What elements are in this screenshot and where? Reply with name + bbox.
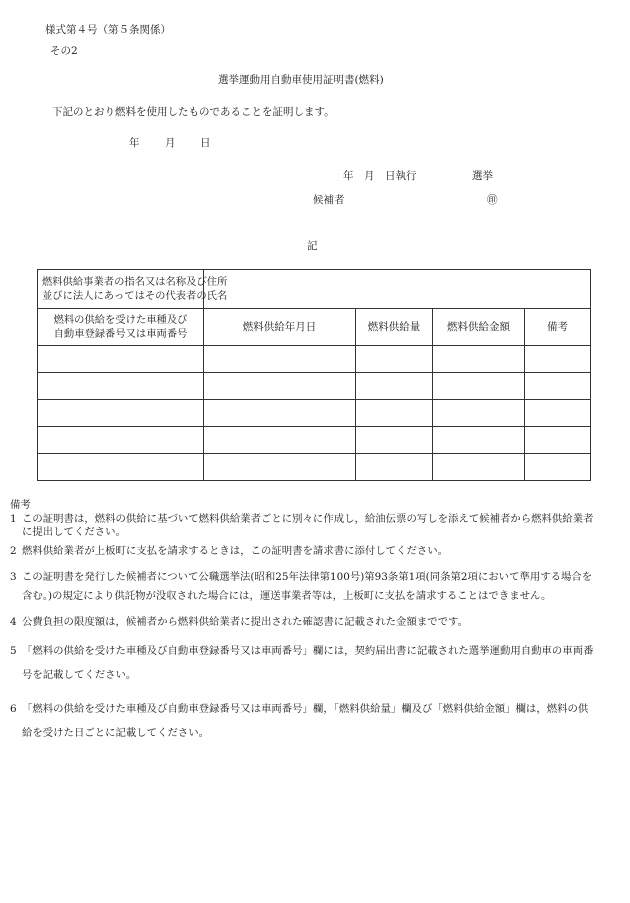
day-label: 日 [200, 137, 211, 149]
remarks-cell[interactable] [525, 427, 591, 454]
date-cell[interactable] [204, 454, 356, 481]
vehicle-cell[interactable] [38, 373, 204, 400]
vehicle-header-cell [38, 309, 204, 346]
vehicle-header-line-2: 自動車登録番号又は車両番号 [53, 328, 188, 340]
notes-section [10, 499, 595, 745]
amount-cell[interactable] [356, 427, 433, 454]
fuel-certificate-table [37, 269, 591, 481]
supplier-label-line-2: 並びに法人にあってはその代表者の氏名 [42, 290, 228, 302]
document-title: 選挙運動用自動車使用証明書(燃料) [218, 74, 384, 86]
remarks-cell[interactable] [525, 454, 591, 481]
vehicle-header-line-1: 燃料の供給を受けた車種及び [53, 314, 188, 326]
form-number: 様式第４号（第５条関係） [45, 24, 171, 36]
remarks-cell[interactable] [525, 346, 591, 373]
supply-date-header: 燃料供給年月日 [204, 309, 356, 346]
note-number: 2 [10, 545, 17, 557]
table-row [38, 427, 591, 454]
ki-label: 記 [307, 240, 318, 252]
note-number: 6 [10, 703, 17, 715]
note-text: 「燃料の供給を受けた車種及び自動車登録番号又は車両番号」欄，「燃料供給量」欄及び「燃料供給金額」欄は，燃料の供給を受けた日ごとに記載してください。 [22, 703, 589, 739]
note-item [10, 616, 595, 629]
remarks-cell[interactable] [525, 400, 591, 427]
date-cell[interactable] [204, 400, 356, 427]
form-subtitle: その2 [50, 45, 78, 57]
amount-cell[interactable] [356, 400, 433, 427]
amount-cell[interactable] [356, 373, 433, 400]
price-cell[interactable] [433, 454, 525, 481]
price-cell[interactable] [433, 427, 525, 454]
date-cell[interactable] [204, 373, 356, 400]
note-text: この証明書は，燃料の供給に基づいて燃料供給業者ごとに別々に作成し，給油伝票の写しを添えて候補者から燃料供給業者に提出してください。 [22, 513, 594, 538]
year-label: 年 [129, 137, 140, 149]
supplier-row [38, 270, 591, 309]
price-cell[interactable] [433, 373, 525, 400]
note-item [10, 545, 595, 558]
month-label: 月 [165, 137, 176, 149]
amount-cell[interactable] [356, 454, 433, 481]
amount-cell[interactable] [356, 346, 433, 373]
supply-amount-header: 燃料供給量 [356, 309, 433, 346]
note-text: 燃料供給業者が上板町に支払を請求するときは，この証明書を請求書に添付してください。 [22, 545, 449, 557]
price-cell[interactable] [433, 346, 525, 373]
vehicle-cell[interactable] [38, 346, 204, 373]
table-row [38, 373, 591, 400]
note-item [10, 697, 595, 745]
election-date-label: 年 月 日執行 [343, 170, 417, 182]
price-cell[interactable] [433, 400, 525, 427]
vehicle-cell[interactable] [38, 427, 204, 454]
supplier-label-line-1: 燃料供給事業者の指名又は名称及び住所 [42, 276, 228, 288]
election-label: 選挙 [472, 170, 493, 182]
date-cell[interactable] [204, 346, 356, 373]
vehicle-cell[interactable] [38, 400, 204, 427]
remarks-header: 備考 [525, 309, 591, 346]
certification-statement: 下記のとおり燃料を使用したものであることを証明します。 [52, 106, 335, 118]
remarks-cell[interactable] [525, 373, 591, 400]
candidate-label: 候補者 [313, 194, 345, 206]
note-number: 4 [10, 616, 17, 628]
note-text: この証明書を発行した候補者について公職選挙法(昭和25年法律第100号)第93条第1項(同条第2項において準用する場合を含む。)の規定により供託物が没収された場合には，運送事業者等は，上板町に支払を請求することはできません。 [22, 571, 593, 602]
date-cell[interactable] [204, 427, 356, 454]
supplier-value-cell[interactable] [204, 270, 591, 309]
table-row [38, 454, 591, 481]
notes-heading: 備考 [10, 499, 31, 511]
table-row [38, 400, 591, 427]
note-item [10, 513, 595, 539]
note-item [10, 568, 595, 606]
note-number: 1 [10, 513, 17, 525]
note-text: 「燃料の供給を受けた車種及び自動車登録番号又は車両番号」欄には，契約届出書に記載された選挙運動用自動車の車両番号を記載してください。 [22, 645, 594, 681]
vehicle-cell[interactable] [38, 454, 204, 481]
table-row [38, 346, 591, 373]
supplier-label-cell [38, 270, 228, 309]
supply-price-header: 燃料供給金額 [433, 309, 525, 346]
seal-mark: ㊞ [487, 194, 498, 206]
note-number: 5 [10, 645, 17, 657]
header-row [38, 309, 591, 346]
note-text: 公費負担の限度額は，候補者から燃料供給業者に提出された確認書に記載された金額までです。 [22, 616, 468, 628]
note-item [10, 639, 595, 687]
note-number: 3 [10, 571, 17, 583]
